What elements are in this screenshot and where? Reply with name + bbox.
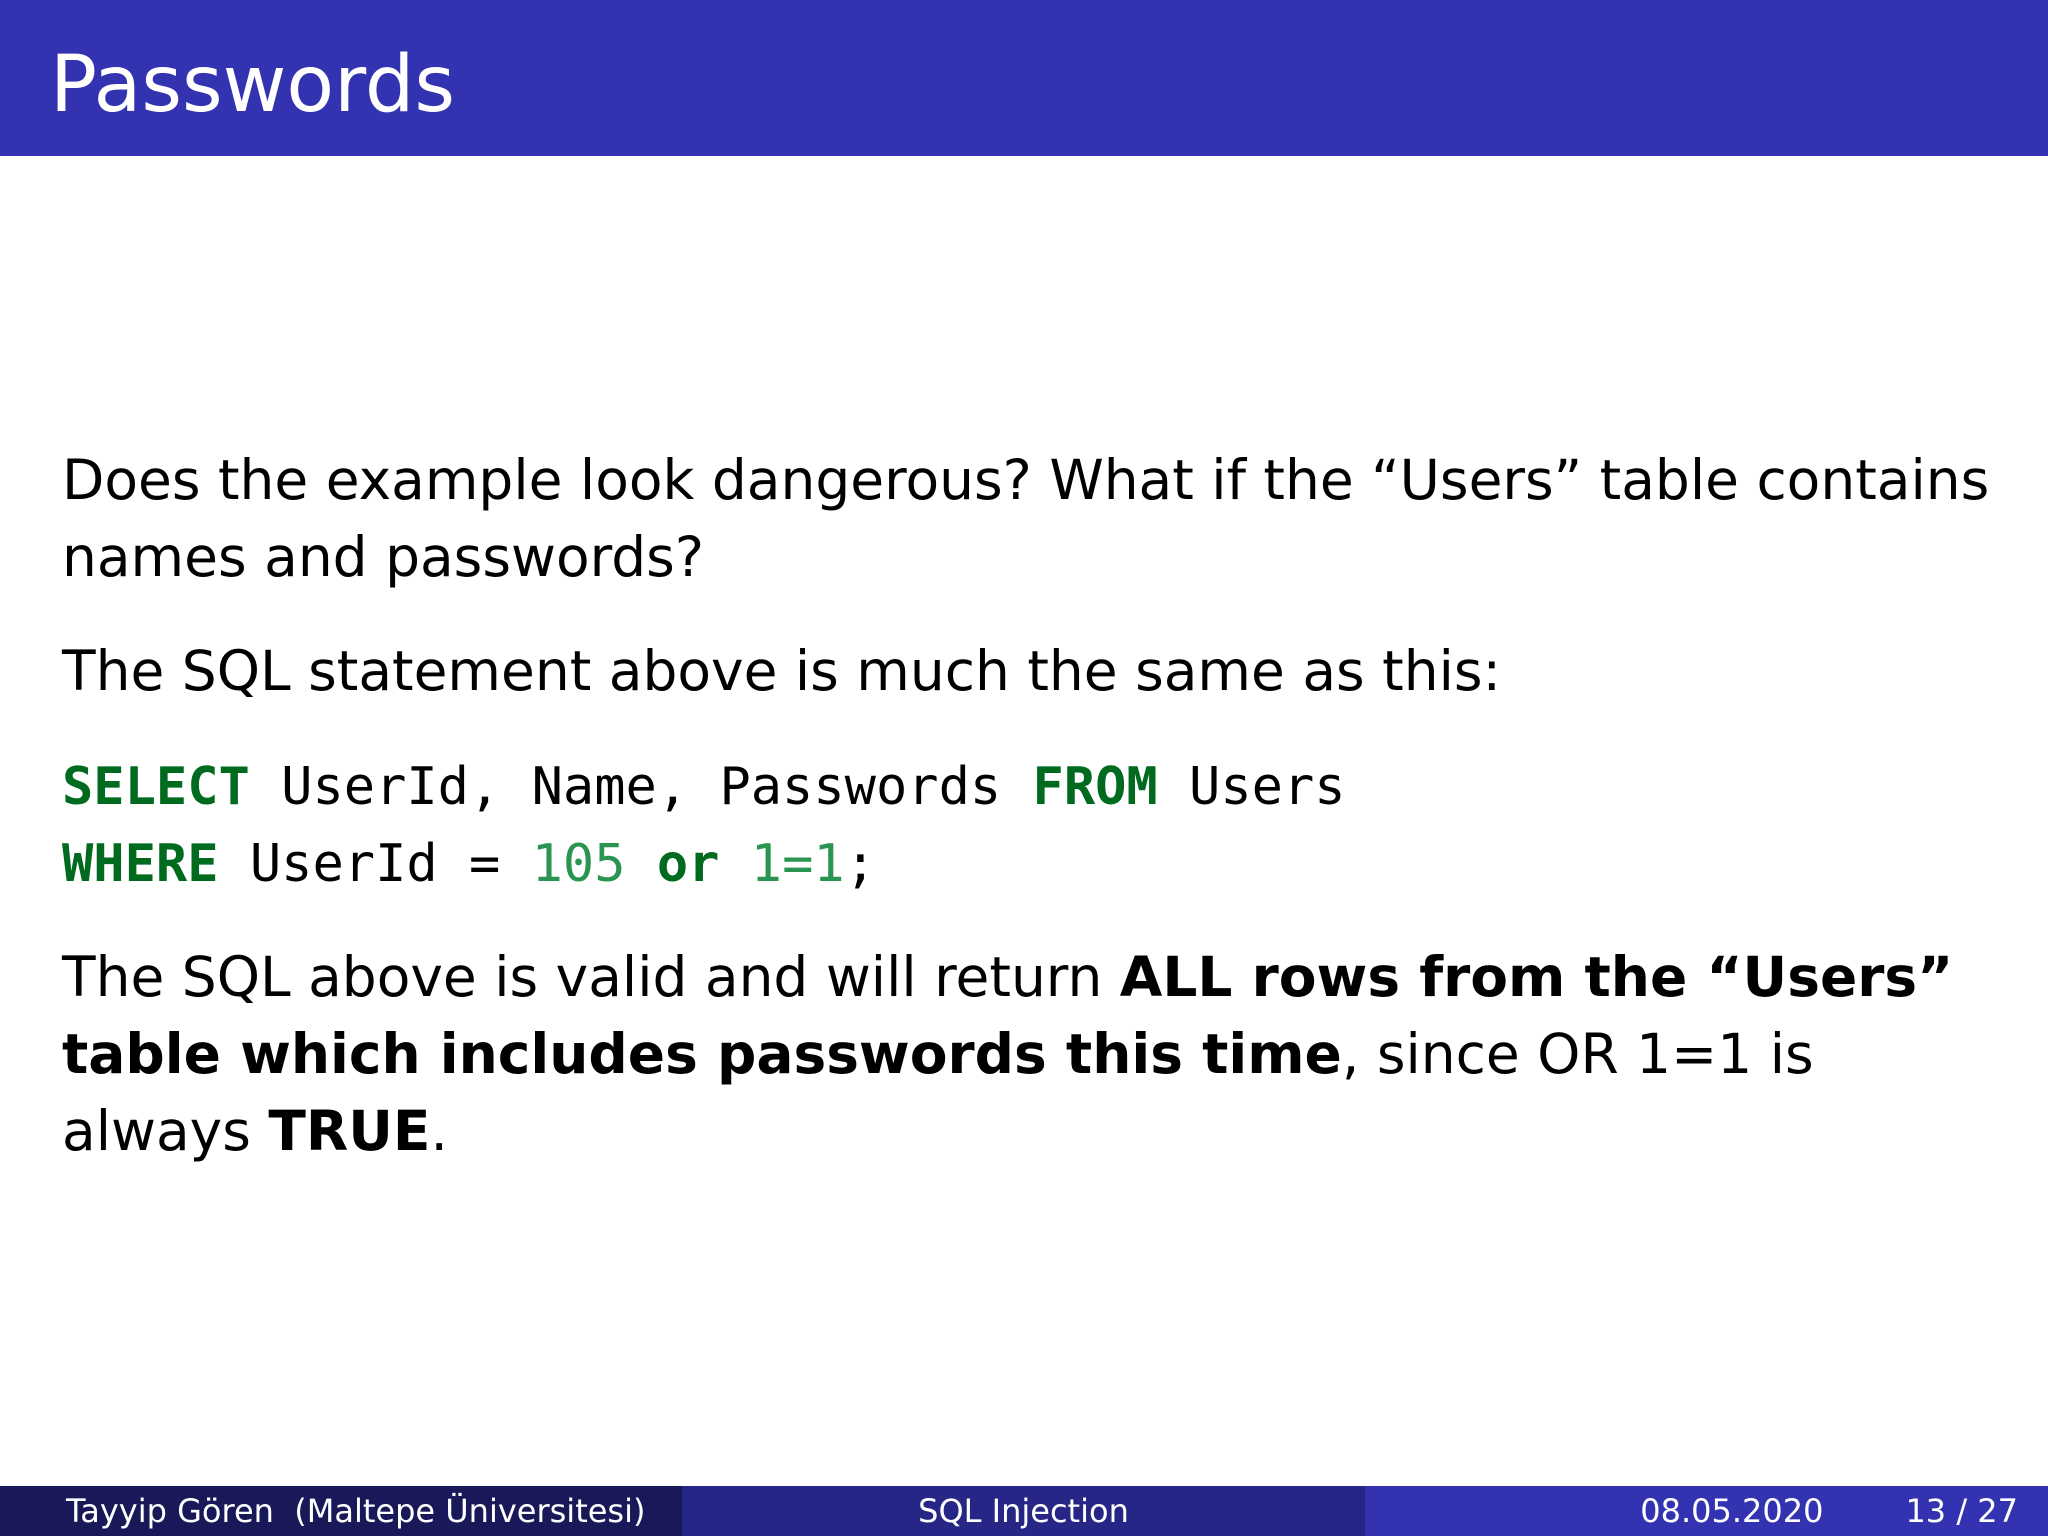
footer-date: 08.05.2020 bbox=[1640, 1492, 1824, 1530]
sql-keyword-or: or bbox=[656, 834, 720, 894]
paragraph-intro: The SQL statement above is much the same as this: bbox=[62, 639, 1502, 703]
sql-keyword-where: WHERE bbox=[62, 834, 219, 894]
sql-space bbox=[626, 834, 657, 894]
conclusion-text-1: The SQL above is valid and will return bbox=[62, 945, 1120, 1009]
sql-columns: UserId, Name, Passwords bbox=[249, 757, 1033, 817]
footer-author: Tayyip Gören (Maltepe Üniversitesi) bbox=[0, 1486, 682, 1536]
sql-code-block bbox=[62, 749, 1346, 903]
sql-keyword-from: FROM bbox=[1032, 757, 1158, 817]
footer-bar bbox=[0, 1486, 2048, 1536]
sql-terminator: ; bbox=[844, 834, 877, 894]
sql-table: Users bbox=[1157, 757, 1346, 817]
sql-keyword-select: SELECT bbox=[62, 757, 250, 817]
sql-equals: = bbox=[782, 834, 814, 894]
conclusion-bold-2: TRUE bbox=[268, 1099, 431, 1163]
paragraph-question: Does the example look dangerous? What if the “Users” table contains names and passwords? bbox=[62, 448, 1990, 589]
footer-meta bbox=[1365, 1486, 2048, 1536]
sql-expr-right: 1 bbox=[813, 834, 845, 894]
conclusion-text-2: , since OR 1=1 is always bbox=[62, 1022, 1814, 1163]
sql-expr-left: 1 bbox=[750, 834, 783, 894]
sql-value: 105 bbox=[531, 834, 626, 894]
title-bar bbox=[0, 0, 2048, 156]
sql-condition: UserId = bbox=[218, 834, 532, 894]
sql-space bbox=[719, 834, 750, 894]
footer-page-number: 13 / 27 bbox=[1905, 1492, 2018, 1530]
slide-title: Passwords bbox=[50, 40, 455, 130]
footer-topic: SQL Injection bbox=[682, 1486, 1365, 1536]
paragraph-conclusion bbox=[62, 939, 2012, 1170]
conclusion-text-3: . bbox=[430, 1099, 448, 1163]
conclusion-bold-1: ALL rows from the “Users” table which includes passwords this time bbox=[62, 945, 1954, 1086]
